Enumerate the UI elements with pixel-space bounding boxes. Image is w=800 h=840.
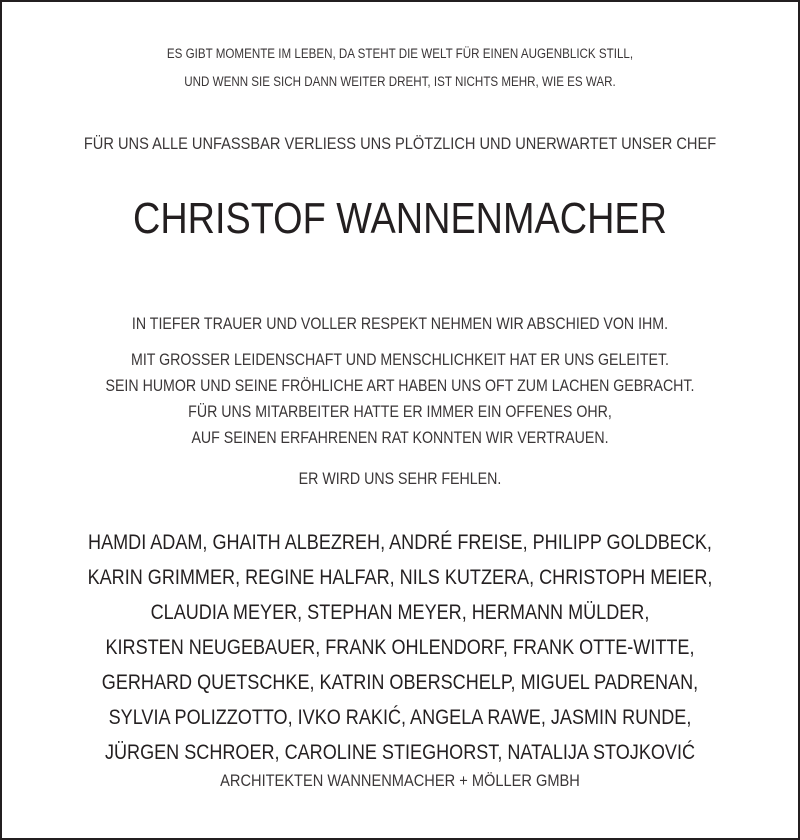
signatories-line-6: SYLVIA POLIZZOTTO, IVKO RAKIĆ, ANGELA RAWE, JASMIN RUNDE, — [108, 705, 692, 729]
signatories-line-5: GERHARD QUETSCHKE, KATRIN OBERSCHELP, MIGUEL PADRENAN, — [101, 670, 699, 694]
signatories-line-7: JÜRGEN SCHROER, CAROLINE STIEGHORST, NATALIJA STOJKOVIĆ — [104, 740, 696, 764]
farewell-line: IN TIEFER TRAUER UND VOLLER RESPEKT NEHMEN WIR ABSCHIED VON IHM. — [131, 315, 669, 333]
tribute-line-1: MIT GROSSER LEIDENSCHAFT UND MENSCHLICHKEIT HAT ER UNS GELEITET. — [130, 351, 670, 369]
deceased-name: CHRISTOF WANNENMACHER — [133, 194, 667, 243]
tribute-line-4: AUF SEINEN ERFAHRENEN RAT KONNTEN WIR VERTRAUEN. — [191, 429, 609, 447]
lead-line: FÜR UNS ALLE UNFASSBAR VERLIESS UNS PLÖTZLICH UND UNERWARTET UNSER CHEF — [83, 134, 717, 153]
tribute-line-3: FÜR UNS MITARBEITER HATTE ER IMMER EIN OFFENES OHR, — [188, 403, 612, 421]
signatories-line-1: HAMDI ADAM, GHAITH ALBEZREH, ANDRÉ FREISE, PHILIPP GOLDBECK, — [88, 530, 712, 554]
tribute-line-2: SEIN HUMOR UND SEINE FRÖHLICHE ART HABEN UNS OFT ZUM LACHEN GEBRACHT. — [105, 377, 695, 395]
company-name: ARCHITEKTEN WANNENMACHER + MÖLLER GMBH — [220, 771, 580, 790]
signatories-line-3: CLAUDIA MEYER, STEPHAN MEYER, HERMANN MÜLDER, — [150, 600, 650, 624]
intro-line-2: UND WENN SIE SICH DANN WEITER DREHT, IST NICHTS MEHR, WIE ES WAR. — [184, 74, 616, 89]
signatories-line-4: KIRSTEN NEUGEBAUER, FRANK OHLENDORF, FRANK OTTE-WITTE, — [105, 635, 695, 659]
signatories-line-2: KARIN GRIMMER, REGINE HALFAR, NILS KUTZERA, CHRISTOPH MEIER, — [87, 565, 713, 589]
closing-line: ER WIRD UNS SEHR FEHLEN. — [298, 470, 502, 488]
intro-line-1: ES GIBT MOMENTE IM LEBEN, DA STEHT DIE WELT FÜR EINEN AUGENBLICK STILL, — [166, 46, 634, 61]
